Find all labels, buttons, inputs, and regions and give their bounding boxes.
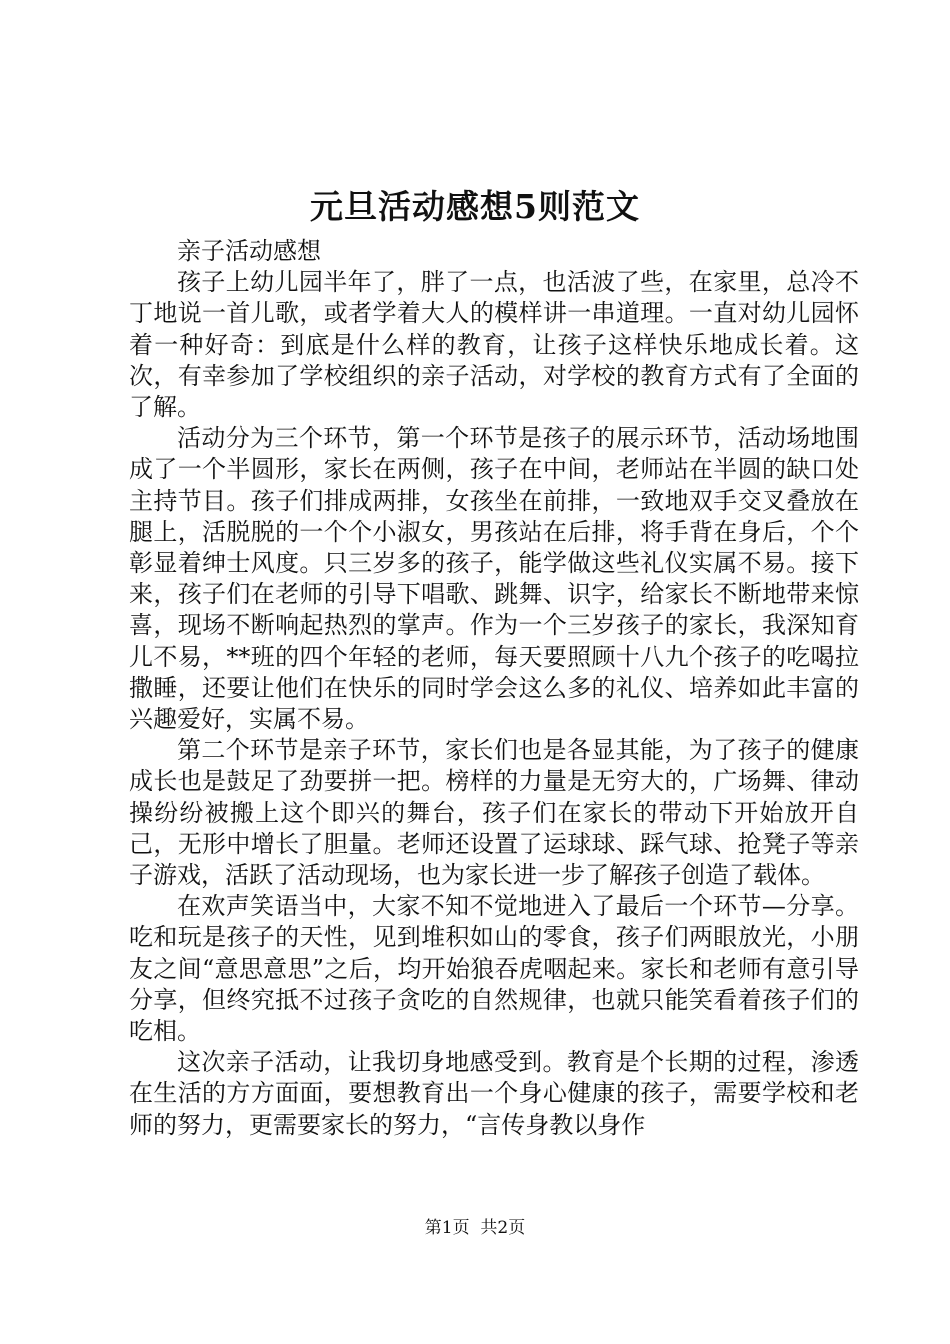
paragraph-4: 在欢声笑语当中，大家不知不觉地进入了最后一个环节—分享。吃和玩是孩子的天性，见到堆积如山的零食，孩子们两眼放光，小朋友之间“意思意思”之后，均开始狼吞虎咽起来。家长和老师有意引导分享，但终究抵不过孩子贪吃的自然规律，也就只能笑看着孩子们的吃相。 — [129, 892, 859, 1046]
section-heading: 亲子活动感想 — [177, 237, 321, 265]
footer-spacer — [470, 1218, 481, 1238]
paragraph-2: 活动分为三个环节，第一个环节是孩子的展示环节，活动场地围成了一个半圆形，家长在两侧，孩子在中间，老师站在半圆的缺口处主持节目。孩子们排成两排，女孩坐在前排，一致地双手交叉叠放在腿上，活脱脱的一个个小淑女，男孩站在后排，将手背在身后，个个彰显着绅士风度。只三岁多的孩子，能学做这些礼仪实属不易。接下来，孩子们在老师的引导下唱歌、跳舞、识字，给家长不断地带来惊喜，现场不断响起热烈的掌声。作为一个三岁孩子的家长，我深知育儿不易，**班的四个年轻的老师，每天要照顾十八九个孩子的吃喝拉撒睡，还要让他们在快乐的同时学会这么多的礼仪、培养如此丰富的兴趣爱好，实属不易。 — [129, 424, 859, 734]
page-number-current: 第1页 — [424, 1218, 470, 1238]
paragraph-3: 第二个环节是亲子环节，家长们也是各显其能，为了孩子的健康成长也是鼓足了劲要拼一把。榜样的力量是无穷大的，广场舞、律动操纷纷被搬上这个即兴的舞台，孩子们在家长的带动下开始放开自己，无形中增长了胆量。老师还设置了运球球、踩气球、抢凳子等亲子游戏，活跃了活动现场，也为家长进一步了解孩子创造了载体。 — [129, 736, 859, 890]
paragraph-5: 这次亲子活动，让我切身地感受到。教育是个长期的过程，渗透在生活的方方面面，要想教育出一个身心健康的孩子，需要学校和老师的努力，更需要家长的努力，“言传身教以身作 — [129, 1048, 859, 1139]
document-body — [129, 236, 859, 1141]
page-number-total: 共2页 — [480, 1218, 526, 1238]
document-title: 元旦活动感想5则范文 — [310, 187, 640, 226]
paragraph-1: 孩子上幼儿园半年了，胖了一点，也活波了些，在家里，总冷不丁地说一首儿歌，或者学着大人的模样讲一串道理。一直对幼儿园怀着一种好奇：到底是什么样的教育，让孩子这样快乐地成长着。这次，有幸参加了学校组织的亲子活动，对学校的教育方式有了全面的了解。 — [129, 268, 859, 422]
page-footer — [0, 1216, 950, 1240]
